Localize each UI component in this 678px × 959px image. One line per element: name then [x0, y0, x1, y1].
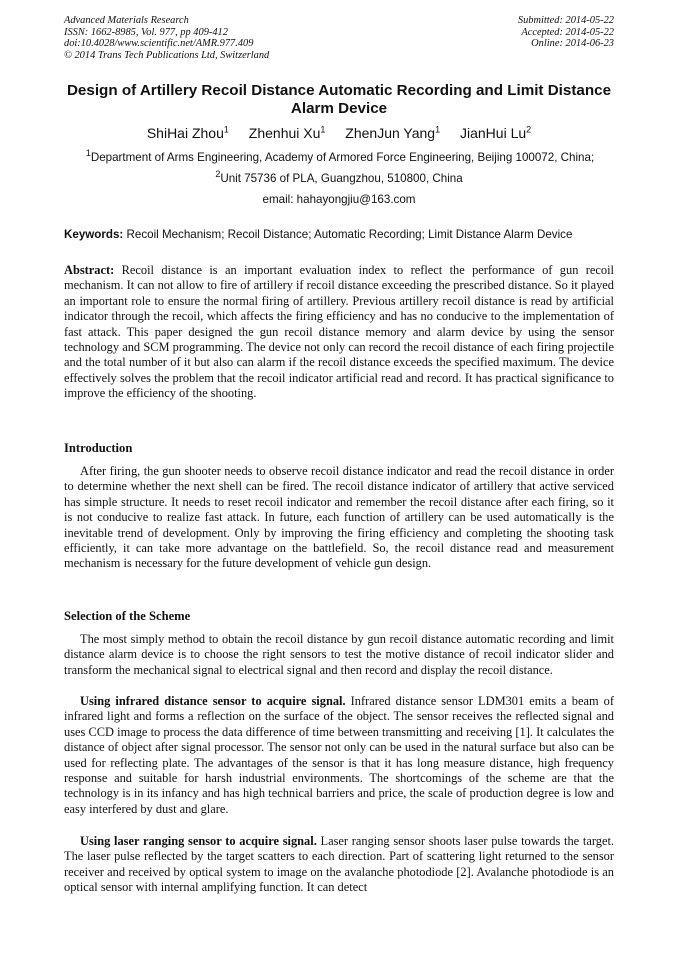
keywords-label: Keywords: — [64, 228, 124, 241]
abstract-label: Abstract: — [64, 263, 115, 277]
selection-paragraph-3: Using laser ranging sensor to acquire signal. Laser ranging sensor shoots laser pulse towards the target. The laser pulse reflected by the target scatters to each direction. Part of scattering light returned to the sensor receiver and received by optical system to image on the avalanche photodiode [2]. Avalanche photodiode is an optical sensor with internal amplifying function. It can detect — [64, 834, 614, 895]
accepted-date: Accepted: 2014-05-22 — [521, 26, 614, 38]
section-heading-introduction: Introduction — [64, 441, 133, 455]
keywords — [64, 228, 616, 242]
keywords-text: Recoil Mechanism; Recoil Distance; Automatic Recording; Limit Distance Alarm Device — [123, 228, 573, 241]
author: ShiHai Zhou$^1$ — [146, 124, 229, 141]
abstract-text: Recoil distance is an important evaluation index to reflect the performance of gun recoil mechanism. It can not allow to fire of artillery if recoil distance exceeding the prescribed distance. So it played an important role to ensure the normal firing of artillery. Previous artillery recoil distance is read by artificial indicator through the recoil, which affects the firing efficiency and has no conducive to the implementation of fast attack. This paper designed the gun recoil distance memory and alarm device by using the sensor technology and SCM programming. The device not only can record the recoil distance of each firing projectile and the total number of it but also can alarm if the recoil distance exceeds the specified maximum. The device effectively solves the problem that the recoil indicator artificial read and record. It has practical significance to improve the efficiency of the shooting. — [64, 263, 614, 401]
selection-paragraph-2: Using infrared distance sensor to acquire signal. Infrared distance sensor LDM301 emits a beam of infrared light and forms a reflection on the surface of the object. The sensor receives the reflected signal and uses CCD image to process the data difference of time between transmitting and receiving [1]. It calculates the distance of object after signal processor. The sensor not only can be used in the natural surface but also can be used for reflecting plate. The advantages of the sensor is that it has long measure distance, high frequency response and suitable for harsh industrial environments. The shortcomings of the scheme are that the technology is in its infancy and has high technical barriers and price, the scale of production degree is low and easy interfered by dust and glare. — [64, 694, 614, 816]
infrared-subheading: Using infrared distance sensor to acquire signal. — [80, 694, 346, 708]
author: Zhenhui Xu$^1$ — [248, 124, 326, 141]
author-list — [64, 124, 614, 142]
abstract — [64, 263, 614, 402]
affiliation-2: $^2$Unit 75736 of PLA, Guangzhou, 510800, China — [215, 169, 463, 185]
issn: ISSN: 1662-8985, Vol. 977, pp 409-412 — [64, 26, 228, 38]
author: JianHui Lu$^2$ — [459, 124, 532, 141]
online-date: Online: 2014-06-23 — [531, 38, 614, 50]
copyright: © 2014 Trans Tech Publications Ltd, Switzerland — [64, 49, 270, 61]
journal-name: Advanced Materials Research — [64, 15, 189, 26]
selection-paragraph-1: The most simply method to obtain the recoil distance by gun recoil distance automatic recording and limit distance alarm device is to choose the right sensors to test the motive distance of recoil indicator slider and transform the mechanical signal to electrical signal and then record and display the recoil distance. — [64, 632, 614, 677]
author: ZhenJun Yang$^1$ — [345, 124, 441, 141]
journal-header — [64, 15, 614, 65]
affiliation-1: $^1$Department of Arms Engineering, Academy of Armored Force Engineering, Beijing 100072, China; — [85, 148, 595, 164]
introduction-paragraph: After firing, the gun shooter needs to observe recoil distance indicator and read the recoil distance in order to determine whether the next shell can be fired. The recoil distance indicator of artillery that active serviced has simple structure. It needs to reset recoil indicator and remember the recoil distance after each firing, so it is not conducive to realize fast attack. In future, each function of artillery can be used automatically is the inevitable trend of development. Only by improving the firing efficiency and completing the shooting task efficiently, it can take more advantage on the battlefield. So, the recoil distance read and measurement mechanism is necessary for the future development of vehicle gun design. — [64, 464, 614, 571]
paper-title: Design of Artillery Recoil Distance Automatic Recording and Limit Distance Alarm Device — [66, 82, 612, 117]
author-email[interactable]: email: hahayongjiu@163.com — [262, 193, 416, 206]
dates-info — [518, 15, 614, 50]
journal-info — [64, 15, 269, 61]
section-heading-selection: Selection of the Scheme — [64, 609, 191, 623]
laser-subheading: Using laser ranging sensor to acquire signal. — [80, 834, 317, 848]
doi[interactable]: doi:10.4028/www.scientific.net/AMR.977.409 — [64, 38, 254, 50]
submitted-date: Submitted: 2014-05-22 — [517, 15, 614, 26]
